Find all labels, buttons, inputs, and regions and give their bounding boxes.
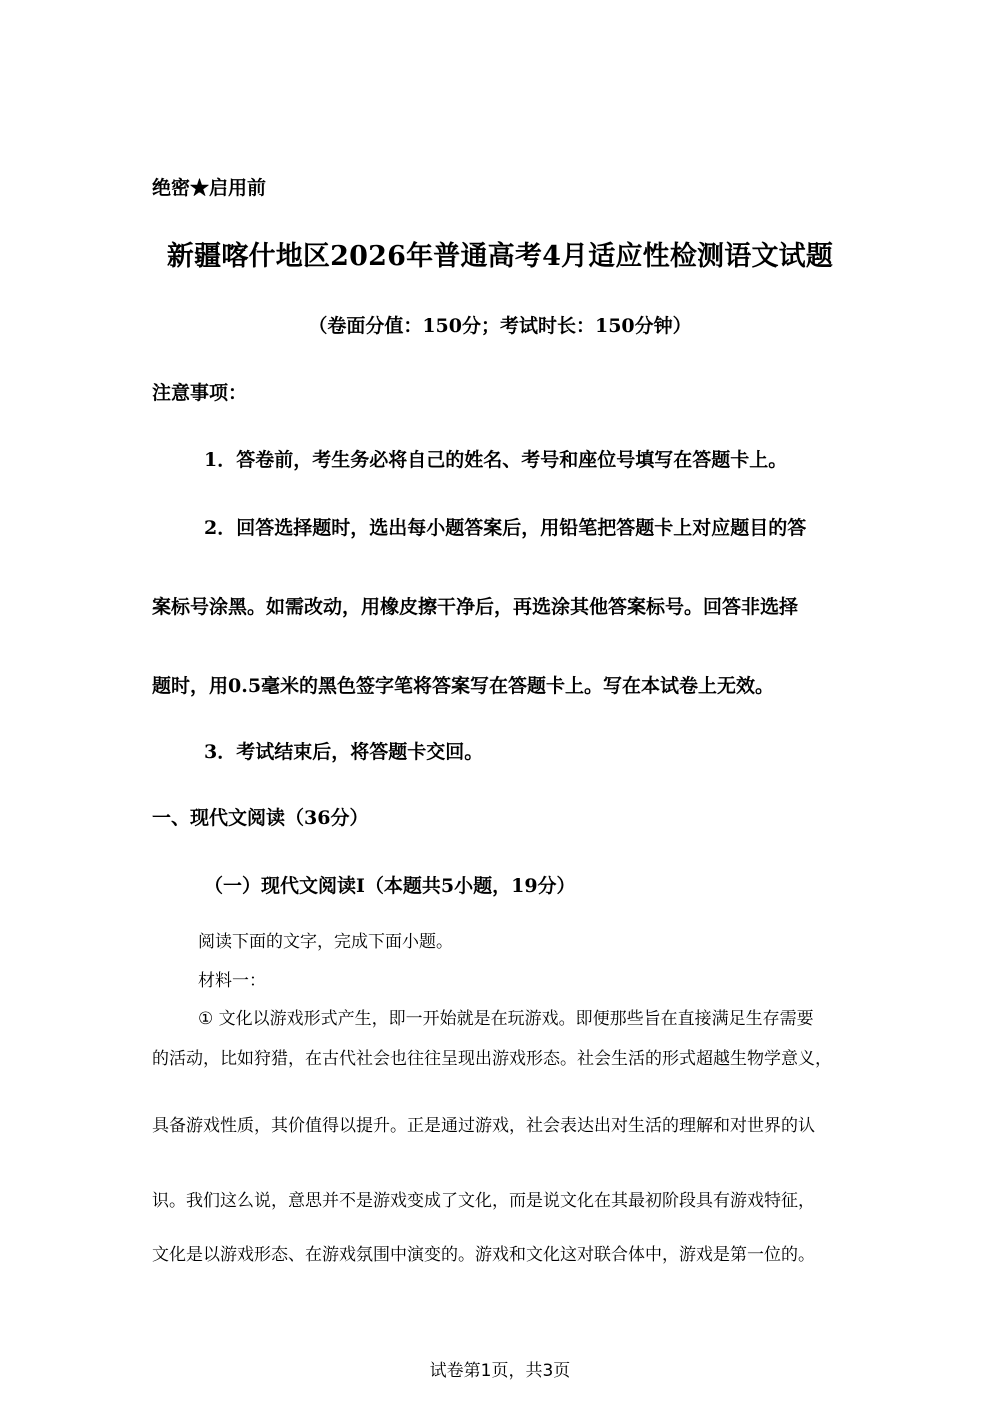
notice-item-1: 1．答卷前，考生务必将自己的姓名、考号和座位号填写在答题卡上。: [204, 449, 788, 471]
passage-line: ① 文化以游戏形式产生，即一开始就是在玩游戏。即便那些旨在直接满足生存需要: [198, 1009, 814, 1029]
notice-item-2-line-1: 2．回答选择题时，选出每小题答案后，用铅笔把答题卡上对应题目的答: [204, 517, 807, 539]
exam-subtitle: （卷面分值：150分；考试时长：150分钟）: [308, 315, 692, 337]
notice-item-3: 3．考试结束后，将答题卡交回。: [204, 741, 484, 763]
notice-item-2-line-2: 案标号涂黑。如需改动，用橡皮擦干净后，再选涂其他答案标号。回答非选择: [152, 596, 799, 618]
notice-heading: 注意事项：: [152, 382, 248, 404]
passage-line: 具备游戏性质，其价值得以提升。正是通过游戏，社会表达出对生活的理解和对世界的认: [152, 1116, 815, 1136]
exam-title: 新疆喀什地区2026年普通高考4月适应性检测语文试题: [166, 241, 834, 272]
passage-line: 识。我们这么说，意思并不是游戏变成了文化，而是说文化在其最初阶段具有游戏特征，: [152, 1191, 815, 1211]
section-heading: 一、现代文阅读（36分）: [152, 807, 369, 829]
passage-line: 文化是以游戏形态、在游戏氛围中演变的。游戏和文化这对联合体中，游戏是第一位的。: [152, 1245, 815, 1265]
reading-instruction: 阅读下面的文字，完成下面小题。: [198, 932, 453, 952]
page-footer: 试卷第1页，共3页: [429, 1361, 571, 1381]
passage-line: 的活动，比如狩猎，在古代社会也往往呈现出游戏形态。社会生活的形式超越生物学意义，: [152, 1049, 832, 1069]
confidential-label: 绝密★启用前: [152, 177, 267, 199]
notice-item-2-line-3: 题时，用0.5毫米的黑色签字笔将答案写在答题卡上。写在本试卷上无效。: [152, 675, 775, 697]
material-label: 材料一：: [198, 971, 266, 991]
subsection-heading: （一）现代文阅读I（本题共5小题，19分）: [204, 875, 576, 897]
